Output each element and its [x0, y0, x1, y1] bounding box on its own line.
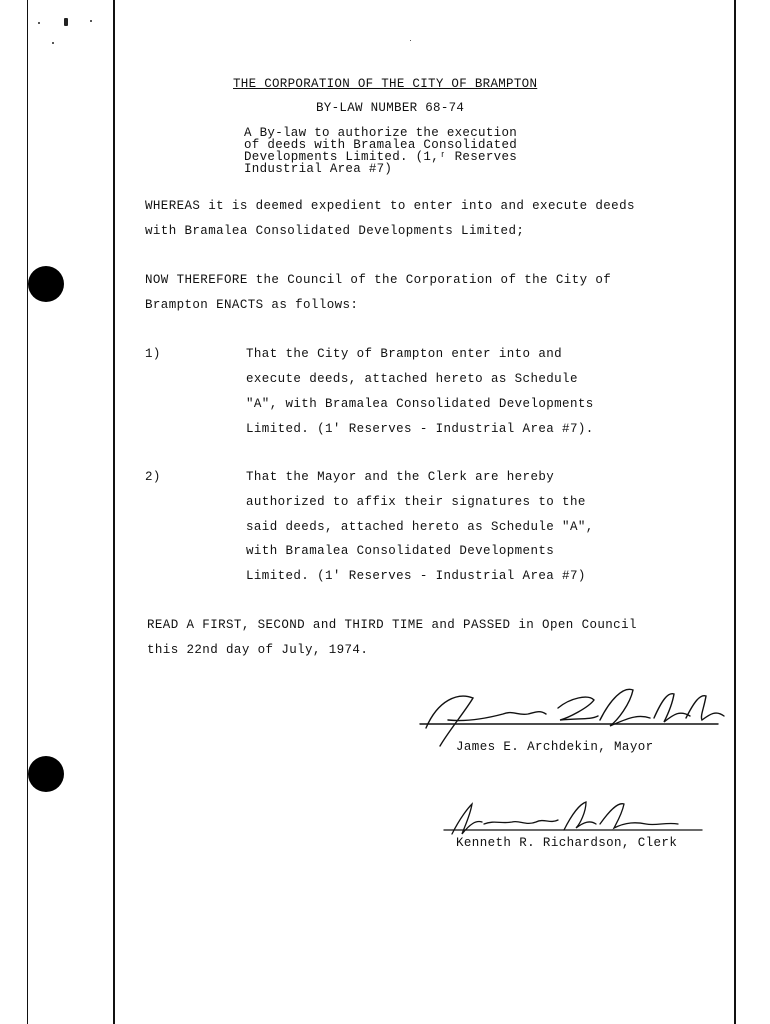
- clause-number: 1): [145, 347, 161, 361]
- clause-line: Limited. (1' Reserves - Industrial Area #7).: [246, 422, 594, 436]
- scan-speck: [52, 42, 54, 44]
- clause-line: That the Mayor and the Clerk are hereby: [246, 470, 555, 484]
- document-title: THE CORPORATION OF THE CITY OF BRAMPTON: [233, 77, 538, 91]
- paragraph-line: WHEREAS it is deemed expedient to enter into and execute deeds: [145, 199, 635, 213]
- paragraph-line: this 22nd day of July, 1974.: [147, 643, 369, 657]
- scan-speck: [410, 40, 411, 41]
- paragraph-line: with Bramalea Consolidated Developments Limited;: [145, 224, 525, 238]
- summary-line: Developments Limited. (1,ʳ Reserves: [244, 150, 518, 164]
- paragraph-line: READ A FIRST, SECOND and THIRD TIME and PASSED in Open Council: [147, 618, 637, 632]
- summary-line: of deeds with Bramalea Consolidated: [244, 138, 518, 152]
- scan-speck: [38, 22, 40, 24]
- clause-number: 2): [145, 470, 161, 484]
- paragraph-line: NOW THEREFORE the Council of the Corporation of the City of: [145, 273, 612, 287]
- clause-line: Limited. (1' Reserves - Industrial Area #7): [246, 569, 586, 583]
- paragraph-line: Brampton ENACTS as follows:: [145, 298, 359, 312]
- clause-line: authorized to affix their signatures to the: [246, 495, 586, 509]
- clerk-name: Kenneth R. Richardson, Clerk: [456, 836, 678, 850]
- punch-hole-bottom: [28, 756, 64, 792]
- summary-line: Industrial Area #7): [244, 162, 393, 176]
- summary-line: A By-law to authorize the execution: [244, 126, 518, 140]
- mayor-name: James E. Archdekin, Mayor: [456, 740, 654, 754]
- punch-hole-top: [28, 266, 64, 302]
- clause-line: execute deeds, attached hereto as Schedule: [246, 372, 578, 386]
- bylaw-number: BY-LAW NUMBER 68-74: [316, 101, 465, 115]
- clause-line: "A", with Bramalea Consolidated Developments: [246, 397, 594, 411]
- left-binding-rule: [113, 0, 115, 1024]
- scan-speck: [90, 20, 92, 22]
- clause-line: That the City of Brampton enter into and: [246, 347, 563, 361]
- clause-line: with Bramalea Consolidated Developments: [246, 544, 555, 558]
- right-margin-rule: [734, 0, 736, 1024]
- clause-line: said deeds, attached hereto as Schedule "A",: [246, 520, 594, 534]
- scan-speck: [64, 18, 68, 26]
- left-margin-rule: [27, 0, 28, 1024]
